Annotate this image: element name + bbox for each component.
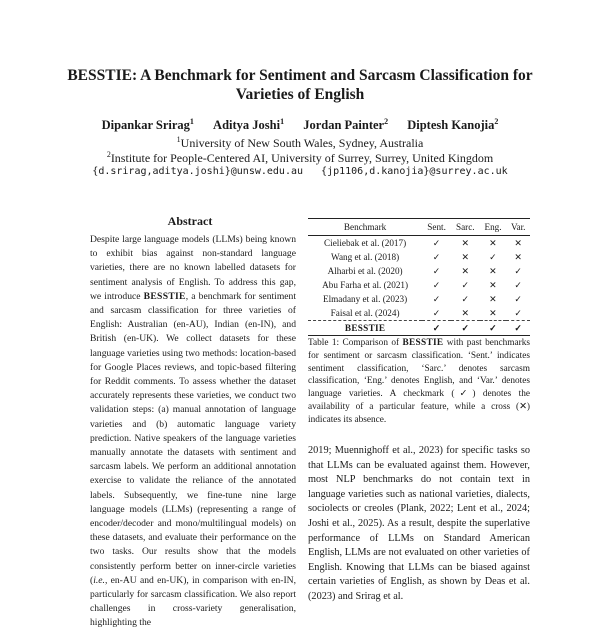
column-header: Benchmark — [308, 219, 422, 236]
author-list — [40, 118, 560, 133]
feature-mark: ✕ — [461, 251, 470, 262]
feature-mark: ✓ — [432, 265, 441, 276]
abstract-body: Despite large language models (LLMs) being known to exhibit bias against non-standard language varieties, there are no known labelled datasets for sentiment analysis of English. To address this gap, we introduce BESSTIE, a benchmark for sentiment and sarcasm classification for three varieties of English: Australian (en-AU), Indian (en-IN), and British (en-UK). We collect datasets for these language varieties using two methods: location-based for Google Places reviews, and topic-based filtering for Reddit comments. To assess whether the dataset accurately represents these varieties, we conduct two validation steps: (a) manual annotation of language varieties and (b) automatic language variety prediction. Native speakers of the language varieties manually annotate the datasets with sentiment and sarcasm labels. We perform an additional annotation exercise to validate the reliance of the annotated labels. Subsequently, we fine-tune nine large language models (LLMs) (representing a range of encoder/decoder and mono/multilingual models) on these datasets, and evaluate their performance on the two tasks. Our results show that the models consistently perform better on inner-circle varieties (i.e., en-AU and en-UK), in comparison with en-IN, particularly for sarcasm classification. We also report challenges in cross-variety generalisation, highlighting the — [90, 234, 296, 629]
author: Dipankar Srirag$^1$ — [101, 116, 194, 132]
benchmark-name: Alharbi et al. (2020) — [327, 266, 403, 276]
email[interactable]: {d.srirag,aditya.joshi}@unsw.edu.au — [92, 166, 304, 177]
table-row — [308, 250, 530, 264]
feature-mark: ✓ — [514, 293, 523, 304]
feature-mark: ✓ — [514, 279, 523, 290]
affiliation: $^1$University of New South Wales, Sydney, Australia — [176, 135, 424, 150]
feature-mark: ✓ — [432, 307, 441, 318]
abstract-heading: Abstract — [167, 214, 213, 228]
email-list — [20, 166, 580, 177]
benchmark-name: Abu Farha et al. (2021) — [322, 280, 409, 290]
benchmark-name: Elmadany et al. (2023) — [323, 294, 408, 304]
feature-mark: ✓ — [480, 321, 507, 336]
feature-mark: ✓ — [432, 237, 441, 248]
feature-mark: ✕ — [489, 237, 497, 248]
feature-mark: ✕ — [461, 265, 470, 276]
feature-mark: ✓ — [422, 321, 451, 336]
benchmark-name: Wang et al. (2018) — [331, 252, 400, 262]
table-caption: Table 1: Comparison of BESSTIE with past benchmarks for sentiment or sarcasm classification. ‘Sent.’ indicates sentiment classification, ‘Sarc.’ denotes sarcasm classification, ‘Eng.’ denotes English, and ‘Var.’ denotes language varieties. A checkmark (✓) denotes the availability of a particular feature, while a cross (✕) indicates its absence. — [308, 338, 530, 425]
table-row — [308, 278, 530, 292]
feature-mark: ✕ — [489, 265, 497, 276]
feature-mark: ✓ — [432, 279, 441, 290]
feature-mark: ✕ — [514, 237, 523, 248]
feature-mark: ✕ — [514, 251, 523, 262]
benchmark-name: Faisal et al. (2024) — [330, 308, 400, 318]
comparison-table — [308, 218, 530, 336]
affiliation: $^2$Institute for People-Centered AI, University of Surrey, Surrey, United Kingdom — [106, 150, 494, 165]
column-header: Eng. — [480, 219, 507, 236]
benchmark-name: BESSTIE — [308, 321, 422, 336]
column-header: Var. — [506, 219, 530, 236]
feature-mark: ✓ — [461, 293, 470, 304]
email[interactable]: {jp1106,d.kanojia}@surrey.ac.uk — [321, 166, 508, 177]
feature-mark: ✕ — [489, 307, 497, 318]
column-header: Sent. — [422, 219, 451, 236]
feature-mark: ✕ — [489, 293, 497, 304]
feature-mark: ✓ — [489, 251, 497, 262]
author: Diptesh Kanojia$^2$ — [407, 116, 499, 132]
benchmark-name: Cieliebak et al. (2017) — [324, 238, 407, 248]
feature-mark: ✓ — [432, 293, 441, 304]
feature-mark: ✓ — [432, 251, 441, 262]
feature-mark: ✓ — [461, 279, 470, 290]
feature-mark: ✓ — [514, 265, 523, 276]
author: Jordan Painter$^2$ — [303, 116, 389, 132]
feature-mark: ✕ — [461, 237, 470, 248]
feature-mark: ✕ — [489, 279, 497, 290]
feature-mark: ✓ — [506, 321, 530, 336]
feature-mark: ✓ — [451, 321, 480, 336]
feature-mark: ✓ — [514, 307, 523, 318]
table-row — [308, 236, 530, 251]
feature-mark: ✕ — [461, 307, 470, 318]
table-header-row — [308, 219, 530, 236]
column-header: Sarc. — [451, 219, 480, 236]
table-row — [308, 306, 530, 321]
table-row-besstie — [308, 321, 530, 336]
table-row — [308, 264, 530, 278]
author: Aditya Joshi$^1$ — [213, 116, 285, 132]
body-paragraph: 2019; Muennighoff et al., 2023) for specific tasks so that LLMs can be evaluated against them. However, most NLP benchmarks do not contain text in language varieties such as national varieties, dialects, sociolects or creoles (Plank, 2022; Lent et al., 2024; Joshi et al., 2025). As a result, despite the superlative performance of LLMs on Standard American English, LLMs are not evaluated on other varieties of English. Knowing that LLMs can be biased against certain varieties of English, as shown by Deas et al. (2023) and Srirag et al. — [308, 445, 530, 602]
table-row — [308, 292, 530, 306]
paper-title: BESSTIE: A Benchmark for Sentiment and Sarcasm Classification for Varieties of English — [67, 67, 533, 103]
